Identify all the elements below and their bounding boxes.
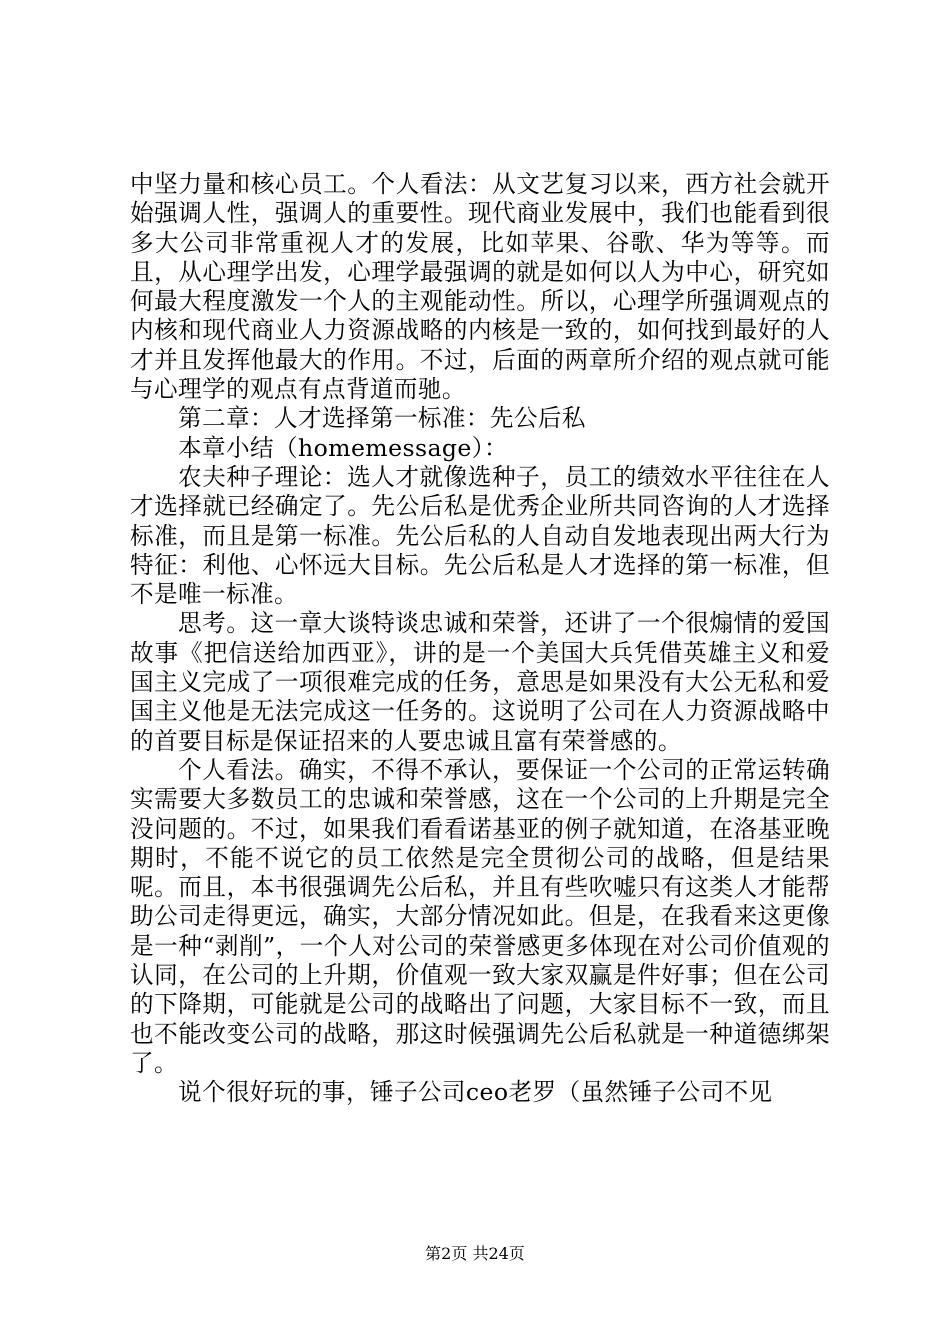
paragraph-1: 中坚力量和核心员工。个人看法：从文艺复习以来，西方社会就开始强调人性，强调人的重要性。现代商业发展中，我们也能看到很多大公司非常重视人才的发展，比如苹果、谷歌、华为等等。而且，从心理学出发，心理学最强调的就是如何以人为中心，研究如何最大程度激发一个人的主观能动性。所以，心理学所强调观点的内核和现代商业人力资源战略的内核是一致的，如何找到最好的人才并且发挥他最大的作用。不过，后面的两章所介绍的观点就可能与心理学的观点有点背道而驰。 bbox=[130, 170, 830, 404]
paragraph-anecdote: 说个很好玩的事，锤子公司ceo老罗（虽然锤子公司不见 bbox=[178, 1078, 773, 1107]
chapter-summary-label: 本章小结（homemessage）： bbox=[178, 433, 508, 462]
document-body bbox=[130, 170, 830, 1108]
paragraph-farmer-seed-theory: 农夫种子理论：选人才就像选种子，员工的绩效水平往往在人才选择就已经确定了。先公后私是优秀企业所共同咨询的人才选择标准，而且是第一标准。先公后私的人自动自发地表现出两大行为特征：利他、心怀远大目标。先公后私是人才选择的第一标准，但不是唯一标准。 bbox=[130, 462, 830, 609]
chapter-two-heading: 第二章：人才选择第一标准：先公后私 bbox=[178, 404, 586, 433]
paragraph-reflection: 思考。这一章大谈特谈忠诚和荣誉，还讲了一个很煽情的爱国故事《把信送给加西亚》，讲的是一个美国大兵凭借英雄主义和爱国主义完成了一项很难完成的任务，意思是如果没有大公无私和爱国主义他是无法完成这一任务的。这说明了公司在人力资源战略中的首要目标是保证招来的人要忠诚且富有荣誉感的。 bbox=[130, 609, 830, 755]
page-footer bbox=[0, 1244, 950, 1264]
page-number-label: 第2页 共24页 bbox=[425, 1244, 525, 1263]
paragraph-personal-view: 个人看法。确实，不得不承认，要保证一个公司的正常运转确实需要大多数员工的忠诚和荣誉感，这在一个公司的上升期是完全没问题的。不过，如果我们看看诺基亚的例子就知道，在洛基亚晚期时，不能不说它的员工依然是完全贯彻公司的战略，但是结果呢。而且，本书很强调先公后私，并且有些吹嘘只有这类人才能帮助公司走得更远，确实，大部分情况如此。但是，在我看来这更像是一种“剥削”，一个人对公司的荣誉感更多体现在对公司价值观的认同，在公司的上升期，价值观一致大家双赢是件好事；但在公司的下降期，可能就是公司的战略出了问题，大家目标不一致，而且也不能改变公司的战略，那这时候强调先公后私就是一种道德绑架了。 bbox=[130, 755, 830, 1077]
